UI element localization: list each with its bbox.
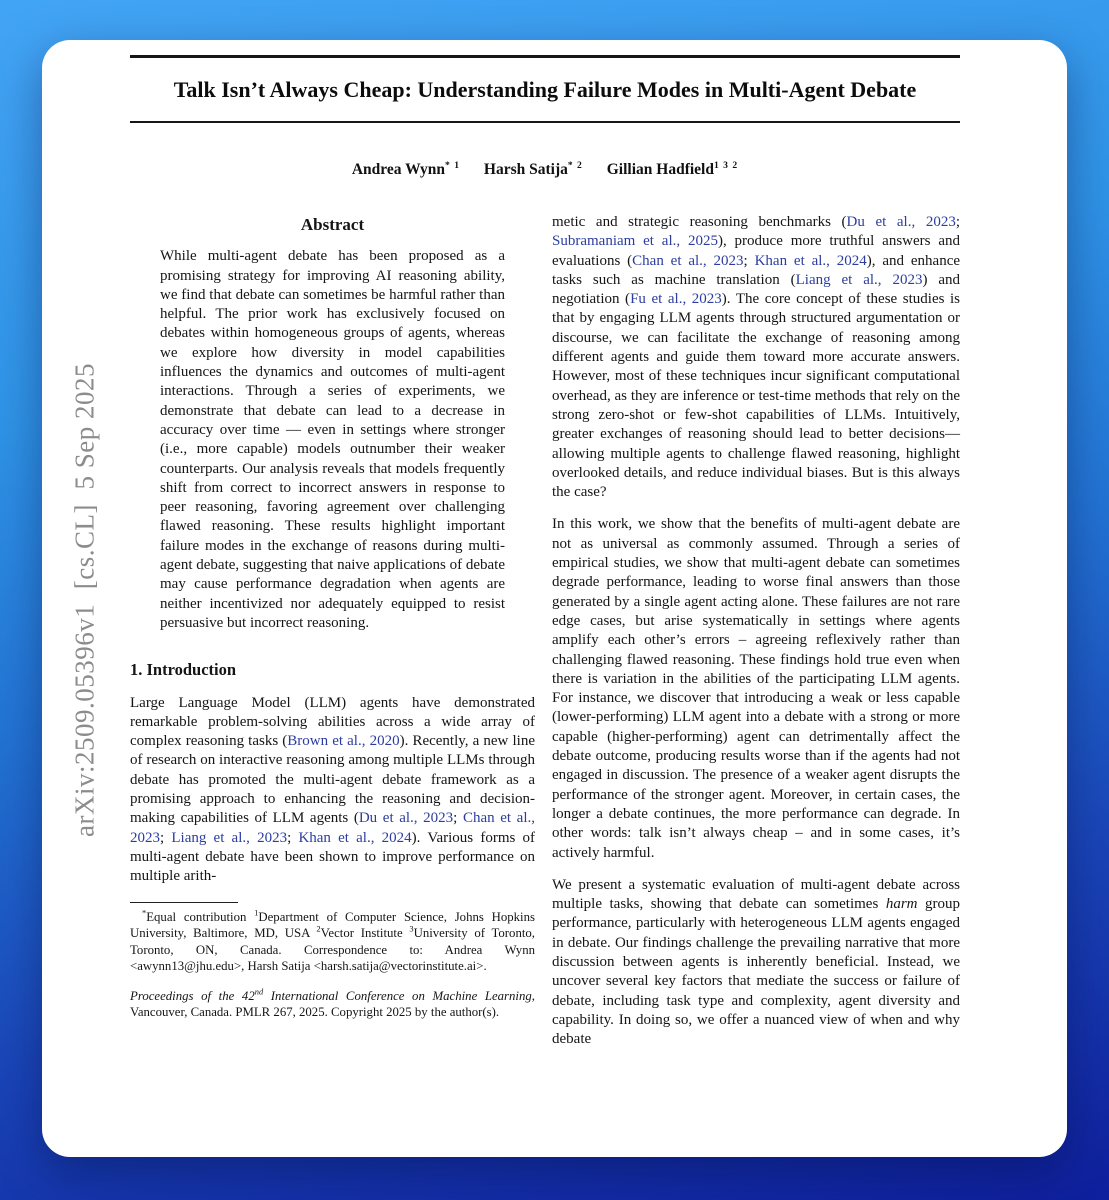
- author-1: [352, 161, 460, 178]
- text-segment: Vector Institute: [320, 926, 410, 941]
- body-paragraph-3: [552, 876, 960, 1050]
- citation-link[interactable]: Liang et al., 2023: [171, 829, 288, 846]
- body-paragraph-1: [552, 213, 960, 502]
- text-segment: ). The core concept of these studies is that by engaging LLM agents through structured argumentation or discourse, we can facilitate the exchange of reasoning among different agents and guide them toward more accurate answers. However, most of these techniques incur significant computational overhead, as they are inference or test-time methods that rely on the strong zero-shot or few-shot capabilities of LLMs. Intuitively, greater exchanges of reasoning should lead to better decisions—allowing multiple agents to challenge flawed reasoning, highlight overlooked details, and reduce individual biases. But is this always the case?: [552, 291, 961, 501]
- paper-content: [130, 40, 960, 1062]
- title-rule-top: [130, 55, 960, 58]
- text-segment: ;: [160, 829, 172, 846]
- citation-link[interactable]: Khan et al., 2024: [754, 252, 867, 269]
- text-segment: ). Various forms of multi-agent debate have been shown to improve performance on multiple arith-: [130, 829, 536, 885]
- footnote-copyright: [130, 988, 535, 1021]
- text-segment: ), produce more truthful answers and evaluations (: [552, 233, 960, 269]
- citation-link[interactable]: Liang et al., 2023: [795, 271, 923, 288]
- text-segment: metic and strategic reasoning benchmarks (: [552, 214, 847, 230]
- citation-link[interactable]: Fu et al., 2023: [630, 291, 722, 308]
- text-segment: We present a systematic evaluation of multi-agent debate across multiple tasks, showing that debate can sometimes: [552, 876, 960, 913]
- text-segment: 3: [409, 924, 414, 935]
- arxiv-watermark: arXiv:2509.05396v1 [cs.CL] 5 Sep 2025: [69, 363, 100, 837]
- citation-link[interactable]: Brown et al., 2020: [287, 733, 400, 750]
- text-segment: Department of Computer Science, Johns Hopkins University, Baltimore, MD, USA: [130, 910, 535, 941]
- text-segment: ;: [743, 252, 755, 269]
- footnote-block: [130, 902, 535, 1021]
- citation-link[interactable]: Khan et al., 2024: [298, 829, 412, 846]
- text-segment: ) and negotiation (: [552, 271, 961, 308]
- citation-link[interactable]: Du et al., 2023: [846, 214, 956, 230]
- citation-link[interactable]: Du et al., 2023: [358, 810, 454, 827]
- text-segment: Large Language Model (LLM) agents have demonstrated remarkable problem-solving abilities across a wide array of complex reasoning tasks (: [130, 694, 535, 750]
- author-2-name: Harsh Satija: [483, 161, 568, 178]
- text-segment: ;: [955, 214, 960, 230]
- text-segment: 1: [254, 907, 259, 918]
- author-2-superscript: * 2: [567, 159, 583, 171]
- text-segment: Equal contribution: [146, 910, 255, 924]
- author-3-superscript: 1 3 2: [713, 159, 739, 171]
- text-segment: University of Toronto, Toronto, ON, Canada. Correspondence to: Andrea Wynn <awynn13@jhu.edu>, Harsh Satija <harsh.satija@vectorinstitute.ai>.: [130, 926, 535, 974]
- citation-link[interactable]: Chan et al., 2023: [632, 252, 744, 269]
- text-segment: ), and enhance tasks such as machine translation (: [552, 252, 961, 288]
- two-column-body: [130, 213, 960, 1062]
- text-segment: nd: [254, 986, 264, 997]
- text-segment: *: [142, 907, 147, 918]
- text-segment: group performance, particularly with heterogeneous LLM agents engaged in debate. Our findings challenge the prevailing narrative that more discussion between agents is inherently beneficial. Instead, we uncover several key factors that mediate the success or failure of debate, including task type and complexity, agent diversity and capability. In doing so, we offer a nuanced view of when and why debate: [552, 896, 960, 1048]
- author-3-name: Gillian Hadfield: [606, 161, 714, 178]
- text-segment: ;: [287, 829, 299, 846]
- footnote-rule: [130, 902, 238, 904]
- text-segment: Proceedings of the 42: [130, 988, 255, 1003]
- text-segment: ). Recently, a new line of research on interactive reasoning among multiple LLMs through debate has promoted the multi-agent debate framework as a promising approach to enhancing the reasoning and decision-making capabilities of LLM agents (: [130, 733, 535, 827]
- right-column: [552, 213, 960, 1062]
- text-segment: harm: [885, 896, 918, 913]
- citation-link[interactable]: Subramaniam et al., 2025: [552, 233, 718, 250]
- text-segment: ;: [453, 810, 463, 827]
- authors-line: [130, 161, 960, 179]
- text-segment: 2: [316, 924, 321, 935]
- citation-link[interactable]: Chan et al., 2023: [130, 810, 535, 846]
- author-1-superscript: * 1: [445, 159, 461, 171]
- abstract-heading: Abstract: [300, 215, 365, 234]
- title-rule-bottom: [130, 121, 960, 123]
- text-segment: International Conference on Machine Learning: [263, 988, 532, 1003]
- introduction-paragraph: [130, 694, 535, 887]
- left-column: [130, 213, 535, 1062]
- text-segment: , Vancouver, Canada. PMLR 267, 2025. Copyright 2025 by the author(s).: [130, 988, 535, 1020]
- abstract-text: While multi-agent debate has been proposed as a promising strategy for improving AI reasoning ability, we find that debate can sometimes be harmful rather than helpful. The prior work has exclusively focused on debates within homogeneous groups of agents, whereas we explore how diversity in model capabilities influences the dynamics and outcomes of multi-agent interactions. Through a series of experiments, we demonstrate that debate can lead to a decrease in accuracy over time — even in settings where stronger (i.e., more capable) models outnumber their weaker counterparts. Our analysis reveals that models frequently shift from correct to incorrect answers in response to peer reasoning, favoring agreement over challenging flawed reasoning. These results highlight important failure modes in the exchange of reasons during multi-agent debate, suggesting that naive applications of debate may cause performance degradation when agents are neither incentivized nor adequately equipped to resist persuasive but incorrect reasoning.: [160, 248, 505, 631]
- paper-title: Talk Isn’t Always Cheap: Understanding Failure Modes in Multi-Agent Debate: [173, 77, 917, 102]
- footnote-affiliations: [130, 909, 535, 975]
- author-2: [484, 161, 583, 178]
- author-3: [607, 161, 738, 178]
- author-1-name: Andrea Wynn: [351, 161, 446, 178]
- introduction-heading: 1. Introduction: [130, 660, 237, 680]
- text-segment: In this work, we show that the benefits of multi-agent debate are not as universal as commonly assumed. Through a series of empirical studies, we show that multi-agent debate can sometimes degrade performance, leading to worse final answers than those generated by a single agent acting alone. These failures are not rare edge cases, but arise systematically in settings where agents amplify each other’s errors – agreeing reflexively rather than challenging flawed reasoning. These findings hold true even when there is variation in the abilities of the participating LLM agents. For instance, we discover that introducing a weak or less capable (lower-performing) LLM agent into a debate with a strong or more capable (higher-performing) agent can detrimentally affect the debate outcome, producing results worse than if the agents had not engaged in discussion. The presence of a weaker agent disrupts the performance of the stronger agent. Moreover, in certain cases, the longer a debate continues, the more performance can degrade. In other words: talk isn’t always cheap – and in some cases, it’s actively harmful.: [552, 516, 960, 861]
- paper-page: [42, 40, 1067, 1157]
- body-paragraph-2: [552, 515, 960, 862]
